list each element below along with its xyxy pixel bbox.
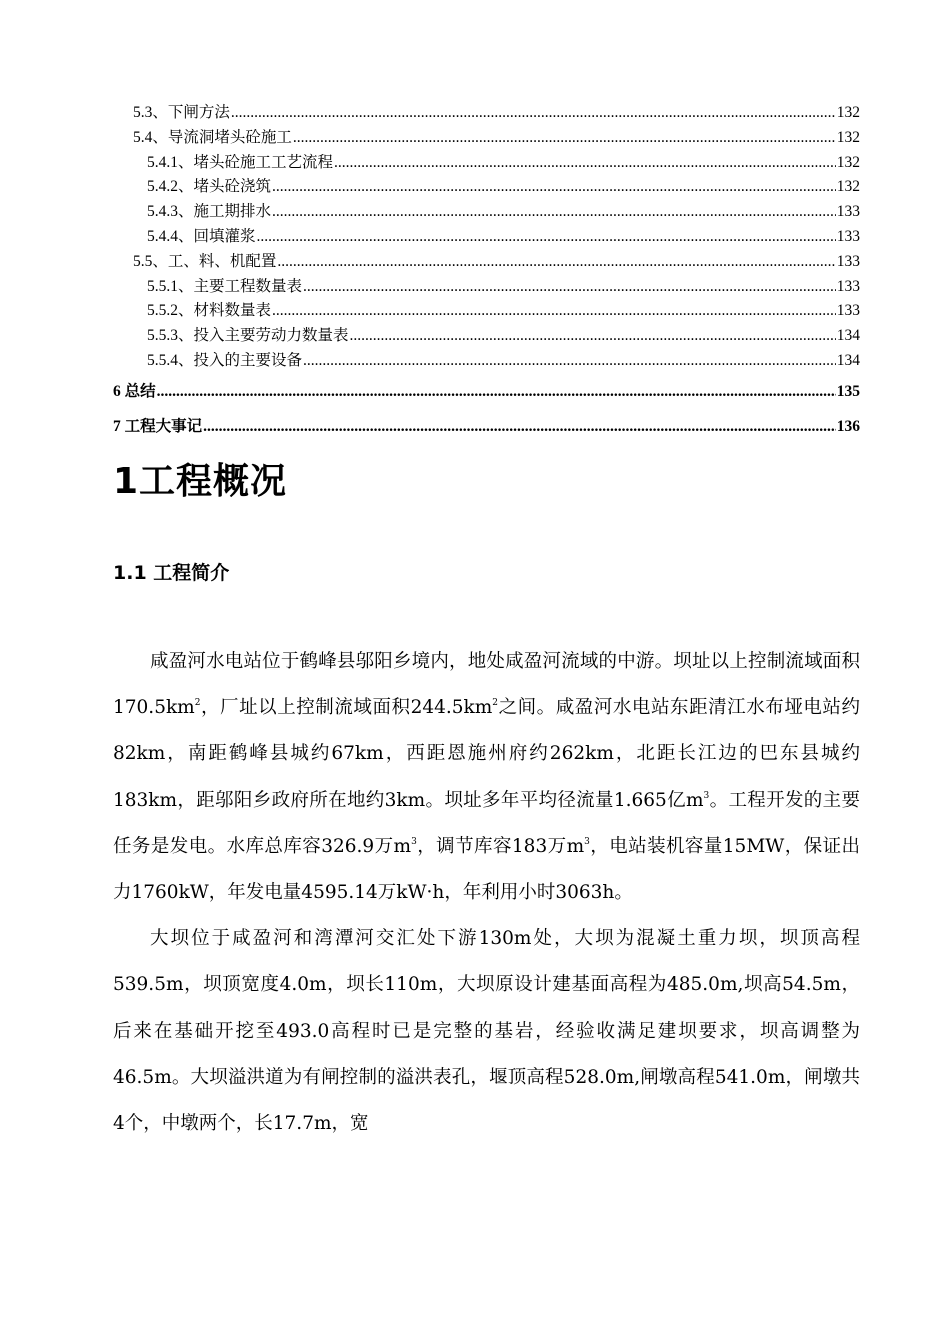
superscript: 3 [584,836,590,847]
toc-leader-dots [157,374,836,409]
toc-page-number: 133 [836,252,860,270]
toc-entry-text: 5.5.1、主要工程数量表 [147,277,303,295]
toc-entry-text: 5.5.2、材料数量表 [147,302,272,320]
toc-leader-dots [303,349,836,374]
toc-leader-dots [334,151,836,176]
toc-page-number: 132 [836,153,860,171]
toc-entry[interactable] [113,324,860,349]
superscript: 3 [411,836,417,847]
toc-page-number: 136 [836,417,860,435]
toc-entry[interactable] [113,250,860,275]
toc-entry-text: 5.5、工、料、机配置 [133,252,277,270]
toc-entry[interactable] [113,374,860,409]
toc-leader-dots [272,299,836,324]
paragraph-1 [113,639,860,916]
toc-entry-text: 6 总结 [113,382,156,400]
toc-page-number: 133 [836,203,860,221]
toc-page-number: 134 [836,327,860,345]
toc-entry[interactable] [113,200,860,225]
toc-entry-text: 5.4.3、施工期排水 [147,203,272,221]
table-of-contents [113,101,860,444]
paragraph-2: 大坝位于咸盈河和湾潭河交汇处下游130m处，大坝为混凝土重力坝，坝顶高程539.5m，坝顶宽度4.0m，坝长110m，大坝原设计建基面高程为485.0m,坝高54.5m，后来在基础开挖至493.0高程时已是完整的基岩，经验收满足建坝要求，坝高调整为46.5m。大坝溢洪道为有闸控制的溢洪表孔，堰顶高程528.0m,闸墩高程541.0m，闸墩共4个，中墩两个，长17.7m，宽 [113,928,860,1135]
toc-page-number: 132 [836,128,860,146]
toc-leader-dots [272,200,836,225]
toc-entry[interactable] [113,299,860,324]
toc-entry[interactable] [113,126,860,151]
toc-entry-text: 7 工程大事记 [113,417,203,435]
toc-entry[interactable] [113,275,860,300]
toc-page-number: 133 [836,227,860,245]
text-run: 。工程开发的主要任务是发电。水库总库容326.9万m [113,789,860,857]
toc-entry[interactable] [113,349,860,374]
toc-page-number: 133 [836,277,860,295]
toc-leader-dots [350,324,836,349]
toc-entry[interactable] [113,151,860,176]
toc-entry-text: 5.4.2、堵头砼浇筑 [147,178,272,196]
superscript: 2 [492,698,499,709]
text-run: 之间。咸盈河水电站东距清江水布垭电站约82km，南距鹤峰县城约67km，西距恩施州府约262km，北距长江边的巴东县城约183km，距邬阳乡政府所在地约3km。坝址多年平均径流量1.665亿m [113,697,860,811]
superscript: 2 [194,698,201,709]
toc-entry[interactable] [113,409,860,444]
toc-entry-text: 5.4.1、堵头砼施工工艺流程 [147,153,334,171]
toc-page-number: 135 [836,382,860,400]
toc-leader-dots [277,250,835,275]
text-run: ，电站装机容量15MW，保证出力1760kW，年发电量4595.14万kW·h，年利用小时3063h。 [113,835,861,904]
section-title: 1.1 工程简介 [113,562,230,584]
toc-entry[interactable] [113,225,860,250]
toc-page-number: 132 [836,178,860,196]
toc-leader-dots [293,126,836,151]
text-run: 咸盈河水电站位于鹤峰县邬阳乡境内，地处咸盈河流域的中游。坝址以上控制流域面积170.5km [113,651,860,719]
chapter-title: 1工程概况 [113,461,288,502]
toc-entry-text: 5.5.4、投入的主要设备 [147,351,303,369]
superscript: 3 [703,790,710,801]
toc-entry[interactable] [113,175,860,200]
body-text [113,639,860,1147]
text-run: ，调节库容183万m [416,835,585,857]
toc-leader-dots [231,101,836,126]
toc-page-number: 133 [836,302,860,320]
toc-page-number: 132 [836,104,860,121]
toc-leader-dots [257,225,836,250]
toc-leader-dots [303,275,836,300]
toc-leader-dots [272,175,836,200]
toc-entry-text: 5.4.4、回填灌浆 [147,227,256,245]
text-run: ，厂址以上控制流域面积244.5km [200,697,493,719]
toc-leader-dots [203,409,836,444]
toc-entry-text: 5.3、下闸方法 [133,104,230,121]
toc-page-number: 134 [836,351,860,369]
toc-entry[interactable] [113,101,860,126]
toc-entry-text: 5.4、导流洞堵头砼施工 [133,128,292,146]
toc-entry-text: 5.5.3、投入主要劳动力数量表 [147,327,349,345]
